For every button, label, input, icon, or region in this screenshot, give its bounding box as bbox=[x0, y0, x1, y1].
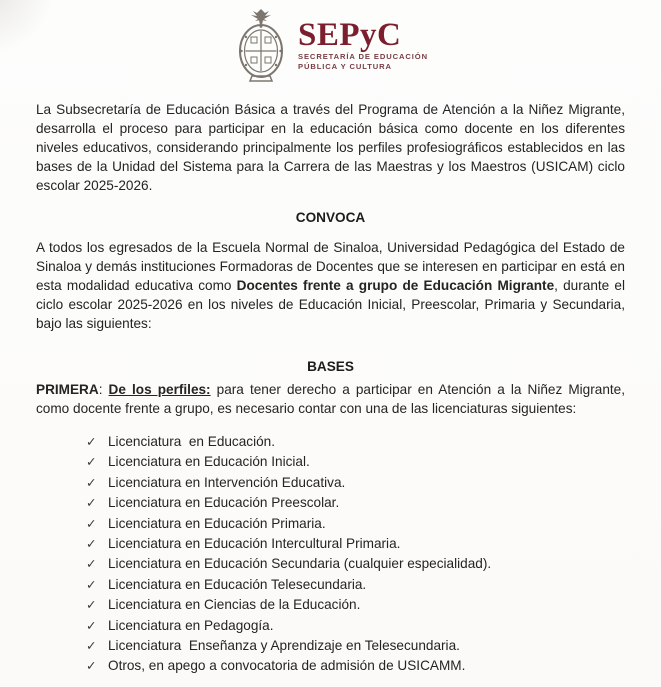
primera-paragraph bbox=[36, 380, 625, 418]
checklist-item bbox=[86, 595, 625, 615]
intro-paragraph: La Subsecretaría de Educación Básica a través del Programa de Atención a la Niñez Migrante, desarrolla el proceso para participar en la educación básica como docente en los diferentes niveles educativos, considerando principalmente los perfiles profesiográficos establecidos en las bases de la Unidad del Sistema para la Carrera de las Maestras y los Maestros (USICAM) ciclo escolar 2025-2026. bbox=[36, 102, 625, 193]
checklist-item bbox=[86, 575, 625, 595]
checkmark-icon: ✓ bbox=[86, 475, 97, 490]
checklist-item-text: Licenciatura en Pedagogía. bbox=[108, 617, 274, 633]
checklist-item-text: Otros, en apego a convocatoria de admisión de USICAMM. bbox=[108, 658, 466, 674]
checklist-item-text: Licenciatura en Educación Secundaria (cualquier especialidad). bbox=[108, 556, 492, 572]
bases-heading: BASES bbox=[307, 359, 354, 374]
checklist-item-text: Licenciatura en Ciencias de la Educación. bbox=[108, 597, 361, 613]
checklist-item bbox=[86, 473, 625, 493]
checklist-item-text: Licenciatura en Educación Inicial. bbox=[108, 454, 310, 470]
text-segment: , durante el ciclo escolar 2025-2026 en los niveles de Educación Inicial, Preescolar, Primaria y Secundaria, bajo las siguientes: bbox=[36, 278, 626, 331]
text-segment: Docentes frente a grupo de Educación Migrante bbox=[236, 278, 555, 293]
checklist-item-text: Licenciatura en Educación Preescolar. bbox=[108, 495, 340, 511]
checkmark-icon: ✓ bbox=[86, 659, 97, 674]
coat-of-arms-icon bbox=[233, 7, 289, 85]
checkmark-icon: ✓ bbox=[86, 618, 97, 633]
text-segment: A todos los egresados de la Escuela Normal de Sinaloa, Universidad Pedagógica del Estado de Sinaloa y demás instituciones Formadoras de Docentes que se interesen en participar en está en esta modalidad educativa como bbox=[36, 240, 625, 293]
checklist-item bbox=[86, 554, 625, 574]
sepyc-subtitle-line1: SECRETARÍA DE EDUCACIÓN bbox=[298, 52, 428, 61]
checklist-item bbox=[86, 616, 625, 636]
checklist-item-text: Licenciatura en Intervención Educativa. bbox=[108, 474, 346, 490]
checklist-item bbox=[86, 452, 625, 472]
checkmark-icon: ✓ bbox=[86, 496, 97, 511]
convoca-heading: CONVOCA bbox=[295, 210, 366, 225]
sepyc-subtitle-line2: PÚBLICA Y CULTURA bbox=[298, 61, 392, 71]
checkmark-icon: ✓ bbox=[86, 557, 97, 572]
text-segment: : bbox=[98, 382, 109, 397]
sepyc-subtitle bbox=[298, 52, 428, 71]
checklist-item-text: Licenciatura en Educación Telesecundaria. bbox=[108, 576, 367, 592]
checklist-item-text: Licenciatura en Educación. bbox=[108, 434, 276, 449]
document-body bbox=[0, 100, 661, 677]
checkmark-icon: ✓ bbox=[86, 455, 97, 470]
checklist-item bbox=[86, 534, 625, 554]
checklist-item bbox=[86, 514, 625, 534]
sepyc-wordmark bbox=[298, 17, 428, 71]
text-segment: PRIMERA bbox=[36, 382, 99, 397]
sepyc-logo bbox=[0, 0, 661, 85]
checklist-item-text: Licenciatura en Educación Primaria. bbox=[108, 515, 326, 531]
checklist-item bbox=[86, 432, 625, 452]
checkmark-icon: ✓ bbox=[86, 598, 97, 613]
licenciaturas-checklist bbox=[36, 432, 625, 677]
sepyc-acronym: SEPyC bbox=[298, 17, 402, 53]
text-segment: para tener derecho a participar en Atención a la Niñez Migrante, como docente frente a grupo, es necesario contar con una de las licenciaturas siguientes: bbox=[36, 382, 625, 416]
checklist-item bbox=[86, 636, 625, 656]
checkmark-icon: ✓ bbox=[86, 577, 97, 592]
convoca-paragraph bbox=[36, 238, 625, 333]
checkmark-icon: ✓ bbox=[86, 516, 97, 531]
checkmark-icon: ✓ bbox=[86, 537, 97, 552]
checklist-item-text: Licenciatura en Educación Intercultural Primaria. bbox=[108, 536, 401, 552]
checklist-item bbox=[86, 656, 625, 676]
text-segment: De los perfiles: bbox=[108, 382, 211, 397]
checkmark-icon: ✓ bbox=[86, 639, 97, 654]
checkmark-icon: ✓ bbox=[86, 435, 97, 449]
checklist-item-text: Licenciatura Enseñanza y Aprendizaje en Telesecundaria. bbox=[108, 638, 460, 654]
checklist-item bbox=[86, 493, 625, 513]
